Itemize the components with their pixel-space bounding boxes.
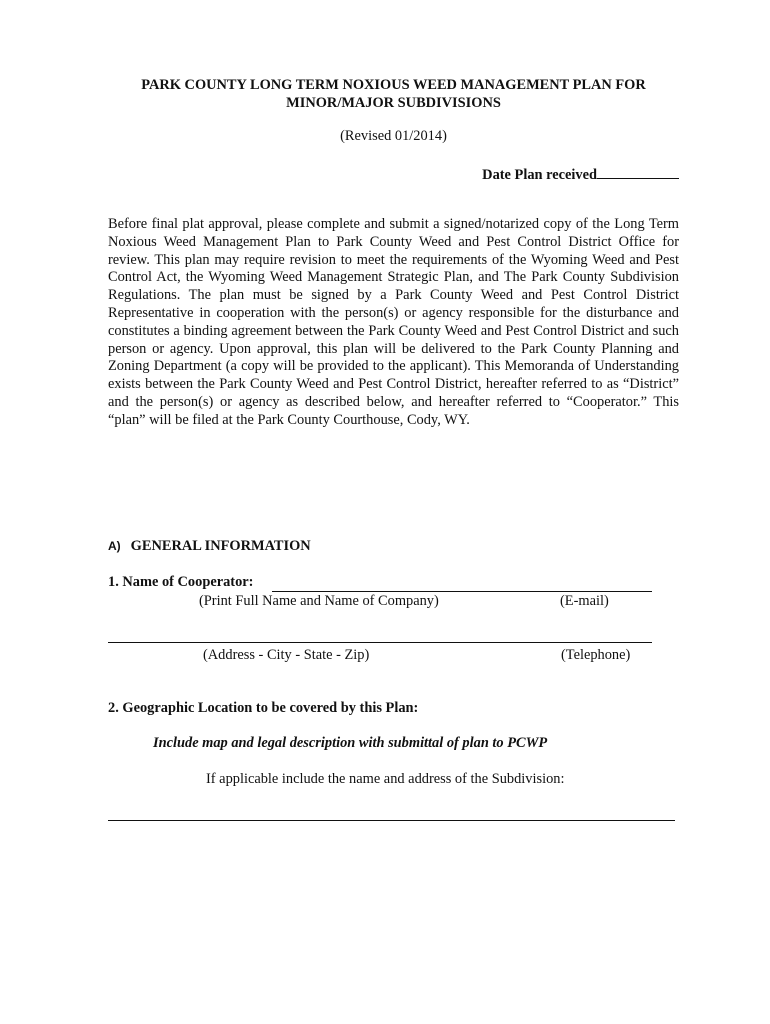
- cooperator-name-hint: (Print Full Name and Name of Company): [199, 593, 439, 609]
- section-general-information: [108, 538, 311, 555]
- date-plan-received: [482, 164, 679, 184]
- document-title-line-1: PARK COUNTY LONG TERM NOXIOUS WEED MANAGEMENT PLAN FOR: [141, 77, 646, 93]
- section-title: GENERAL INFORMATION: [130, 538, 311, 554]
- telephone-hint: (Telephone): [561, 647, 631, 663]
- cooperator-name-field[interactable]: [272, 591, 652, 592]
- intro-paragraph: Before final plat approval, please complete and submit a signed/notarized copy of the Long Term Noxious Weed Management Plan to Park County Weed and Pest Control District Office for review. This plan may require revision to meet the requirements of the Wyoming Weed and Pest Control Act, the Wyoming Weed Management Strategic Plan, and The Park County Subdivision Regulations. The plan must be signed by a Park County Weed and Pest Control District Representative in cooperation with the person(s) or agency responsible for the disturbance and constitutes a binding agreement between the Park County Weed and Pest Control District and such person or agency. Upon approval, this plan will be delivered to the Park County Planning and Zoning Department (a copy will be provided to the applicant). This Memoranda of Understanding exists between the Park County Weed and Pest Control District, hereafter referred to as “District” and the person(s) or agency as described below, and hereafter referred to “Cooperator.” This “plan” will be filed at the Park County Courthouse, Cody, WY.: [108, 216, 679, 428]
- cooperator-label: 1. Name of Cooperator:: [108, 574, 254, 590]
- date-plan-received-label: Date Plan received: [482, 167, 597, 183]
- section-letter: A): [108, 539, 121, 553]
- revision-date: (Revised 01/2014): [340, 128, 447, 144]
- date-plan-received-field[interactable]: [597, 164, 679, 179]
- subdivision-instruction: If applicable include the name and address of the Subdivision:: [206, 771, 565, 787]
- address-field[interactable]: [108, 642, 652, 643]
- address-hint: (Address - City - State - Zip): [203, 647, 370, 663]
- subdivision-field[interactable]: [108, 820, 675, 821]
- geographic-location-label: 2. Geographic Location to be covered by this Plan:: [108, 700, 419, 716]
- email-hint: (E-mail): [560, 593, 609, 609]
- document-title-line-2: MINOR/MAJOR SUBDIVISIONS: [286, 95, 501, 111]
- include-map-instruction: Include map and legal description with submittal of plan to PCWP: [153, 735, 548, 751]
